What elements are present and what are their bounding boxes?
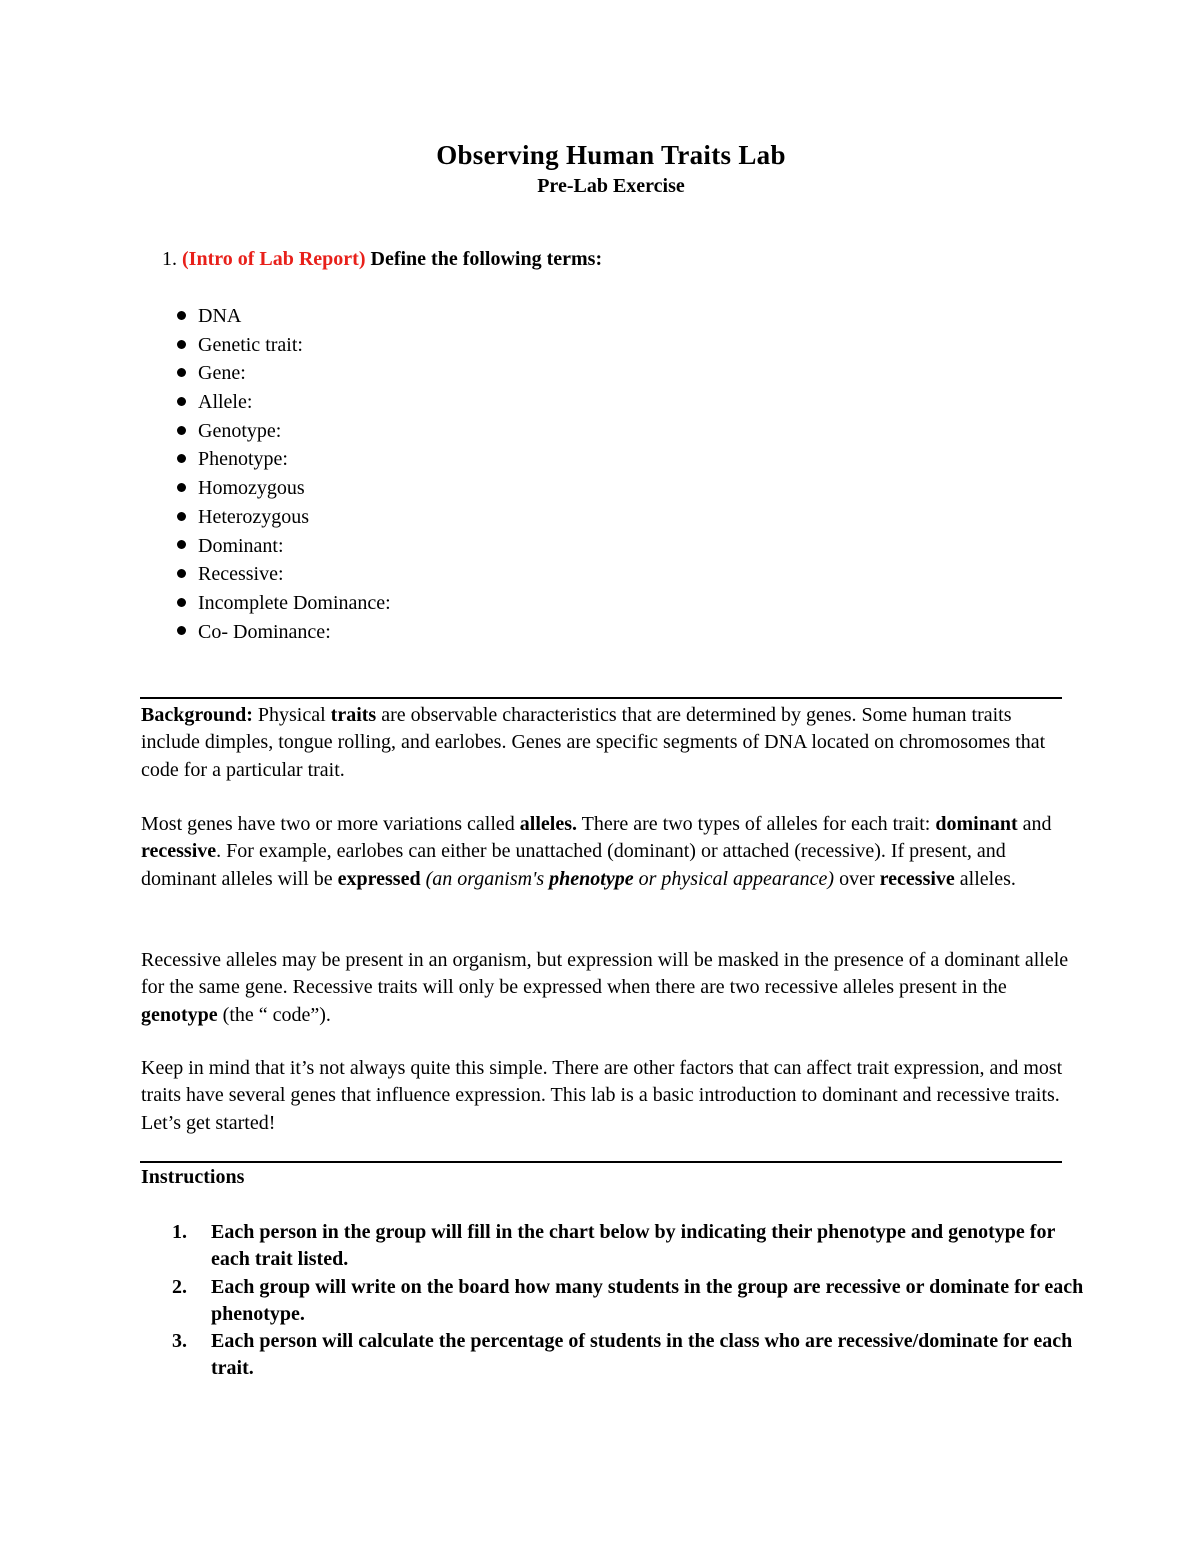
item-text: Each person will calculate the percentage of students in the class who are recessive/dominate for each trait.: [211, 1330, 1073, 1380]
bullet-icon: [177, 340, 186, 349]
page-title: Observing Human Traits Lab: [436, 140, 786, 170]
term-label: Recessive:: [198, 563, 284, 586]
term-label: Incomplete Dominance:: [198, 591, 391, 614]
instructions-list: [172, 1219, 1092, 1383]
list-item: [177, 560, 391, 589]
bullet-icon: [177, 426, 186, 435]
term-label: Dominant:: [198, 534, 284, 557]
bullet-icon: [177, 483, 186, 492]
bullet-icon: [177, 368, 186, 377]
text-run: and: [1017, 813, 1052, 835]
list-item: [177, 359, 391, 388]
bullet-icon: [177, 397, 186, 406]
italic-run: or physical appearance): [633, 867, 835, 890]
text-run: are observable characteristics that are determined by genes. Some human traits include dimples, tongue rolling, and earlobes. Genes are specific segments of DNA located on chromosomes that code for a particular trait.: [141, 704, 1046, 781]
bullet-icon: [177, 540, 186, 549]
bullet-icon: [177, 626, 186, 635]
term-label: DNA: [198, 305, 242, 327]
item-number: 2.: [172, 1275, 187, 1298]
bold-term: recessive: [879, 867, 955, 890]
list-item: [172, 1219, 1092, 1274]
term-label: Genetic trait:: [198, 333, 303, 356]
bullet-icon: [177, 598, 186, 607]
section-divider: [140, 1161, 1062, 1163]
text-run: over: [834, 867, 880, 890]
list-item: [177, 503, 391, 532]
term-label: Heterozygous: [198, 505, 310, 528]
text-run: (the “ code”).: [217, 1003, 331, 1026]
question-prompt: Define the following terms:: [370, 248, 603, 270]
text-run: alleles.: [954, 867, 1016, 890]
bullet-icon: [177, 311, 186, 320]
bold-term: alleles.: [519, 813, 577, 835]
background-label: Background:: [141, 704, 253, 726]
bold-term: genotype: [141, 1003, 218, 1026]
list-item: [172, 1328, 1092, 1383]
item-text: Each group will write on the board how many students in the group are recessive or dominate for each phenotype.: [211, 1275, 1084, 1325]
list-item: [177, 474, 391, 503]
italic-run: (an organism's: [425, 867, 550, 890]
term-label: Gene:: [198, 362, 246, 385]
list-item: [172, 1274, 1092, 1329]
item-text: Each person in the group will fill in the chart below by indicating their phenotype and genotype for each trait listed.: [211, 1221, 1055, 1271]
background-paragraph-4: Keep in mind that it’s not always quite this simple. There are other factors that can affect trait expression, and most traits have several genes that influence expression. This lab is a basic introduction to dominant and recessive traits. Let’s get started!: [141, 1057, 1063, 1134]
terms-list: [177, 302, 391, 646]
bullet-icon: [177, 569, 186, 578]
bold-term: dominant: [935, 813, 1018, 835]
bullet-icon: [177, 454, 186, 463]
term-label: Phenotype:: [198, 448, 288, 471]
text-run: Most genes have two or more variations called: [141, 813, 520, 835]
term-label: Allele:: [198, 391, 253, 414]
term-label: Co- Dominance:: [198, 620, 331, 643]
text-run: There are two types of alleles for each trait:: [577, 813, 936, 835]
bold-term: recessive: [141, 840, 217, 863]
background-paragraph-2: [141, 811, 1071, 893]
text-run: . For example, earlobes can either be unattached (dominant) or attached (recessive). If present, and dominant alleles will be: [141, 840, 1006, 890]
question-number: 1.: [162, 248, 177, 270]
question-highlight: (Intro of Lab Report): [182, 248, 366, 270]
term-label: Homozygous: [198, 477, 305, 500]
term-label: Genotype:: [198, 419, 282, 442]
list-item: [177, 618, 391, 647]
list-item: [177, 388, 391, 417]
instructions-heading: Instructions: [141, 1166, 245, 1188]
section-divider: [140, 697, 1062, 699]
list-item: [177, 331, 391, 360]
text-run: Physical: [252, 704, 331, 726]
bold-term: expressed: [337, 867, 421, 890]
list-item: [177, 445, 391, 474]
background-paragraph-3: [141, 947, 1071, 1029]
page-subtitle: Pre-Lab Exercise: [537, 175, 685, 197]
item-number: 3.: [172, 1330, 187, 1353]
question-1: [162, 248, 602, 271]
text-run: Recessive alleles may be present in an organism, but expression will be masked in the presence of a dominant allele for the same gene. Recessive traits will only be expressed when there are two recessive alleles present in the: [141, 949, 1069, 999]
bold-italic-term: phenotype: [549, 867, 634, 890]
list-item: [177, 589, 391, 618]
list-item: [177, 532, 391, 561]
item-number: 1.: [172, 1221, 187, 1243]
list-item: [177, 302, 391, 331]
bold-term: traits: [330, 704, 377, 726]
bullet-icon: [177, 512, 186, 521]
background-paragraph-1: [141, 702, 1071, 784]
list-item: [177, 417, 391, 446]
